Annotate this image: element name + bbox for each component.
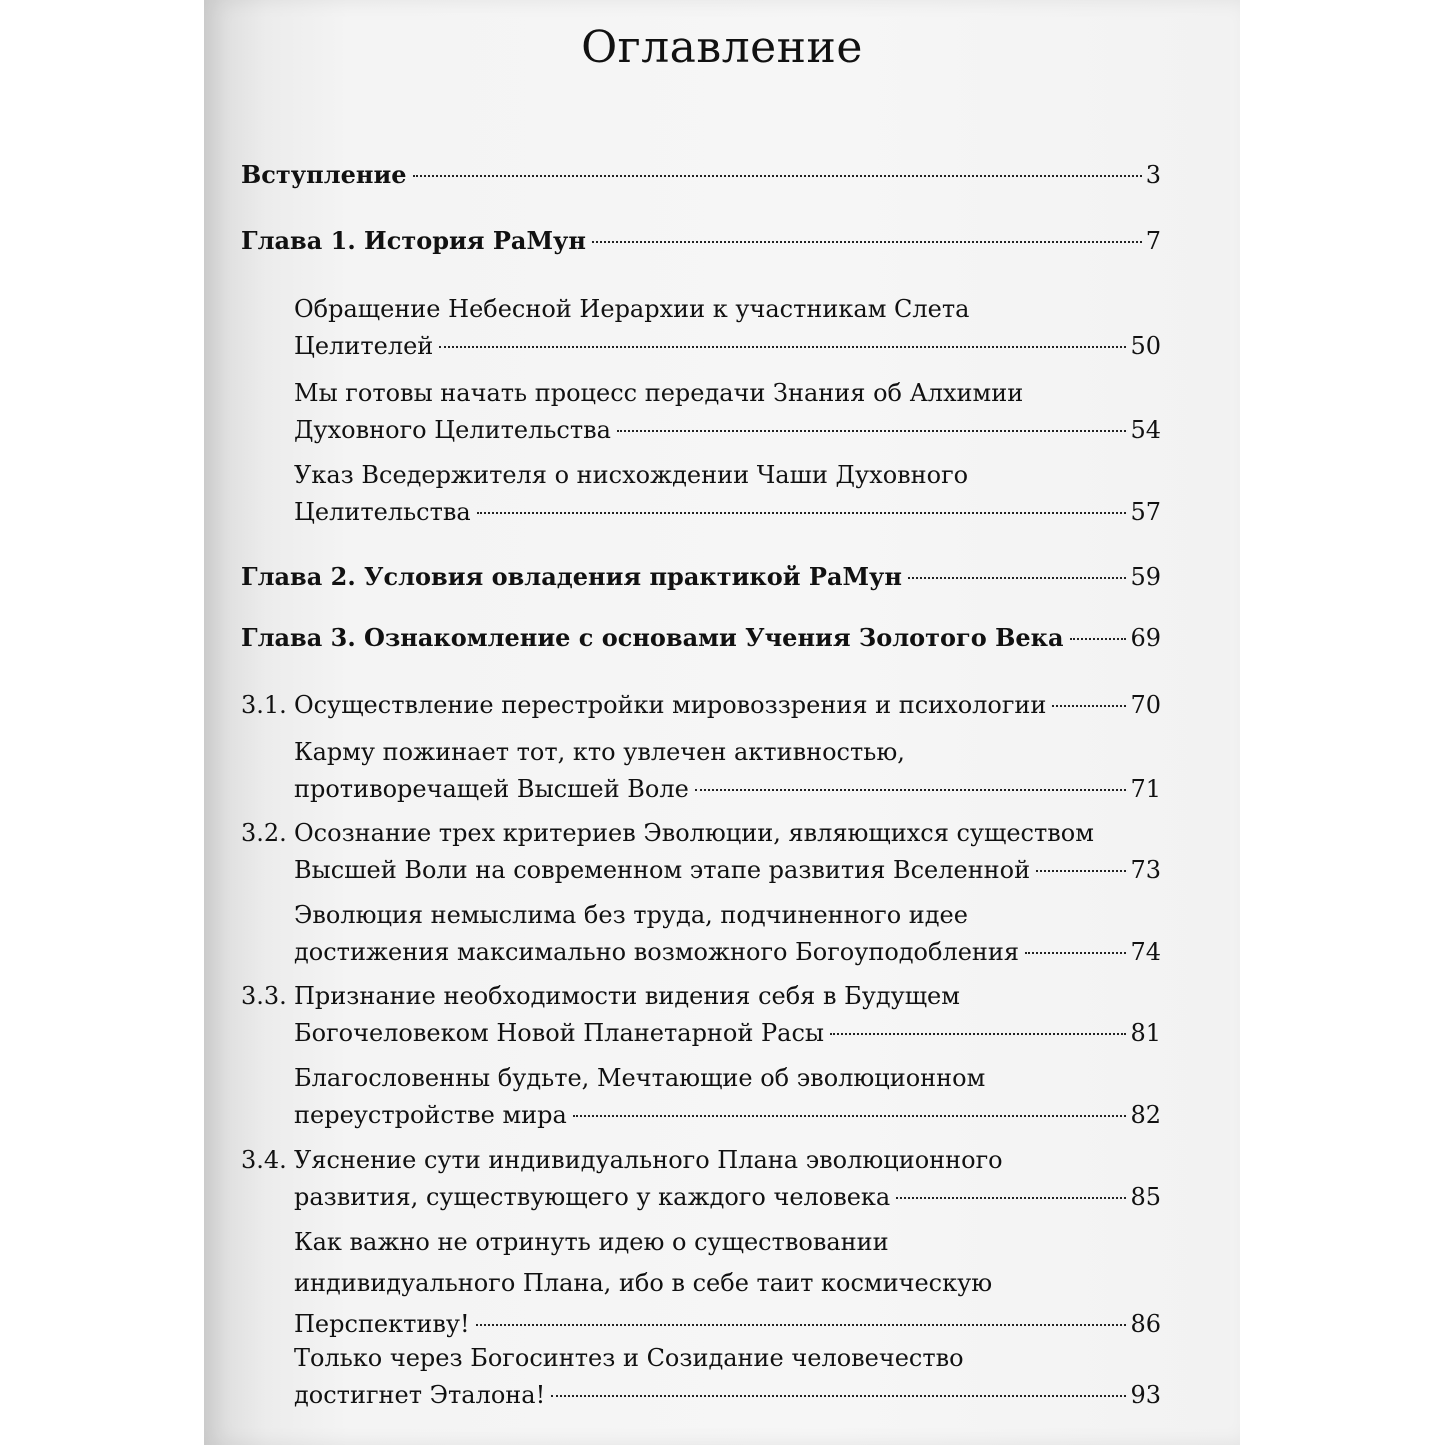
toc-entry-title: Как важно не отринуть идею о существовании: [294, 1228, 889, 1256]
toc-entry-title: Перспективу!: [294, 1310, 470, 1338]
toc-entry-chapter-1: [241, 222, 1161, 260]
toc-entry-section-3-2: [294, 815, 1161, 889]
toc-entry-section-3-4: [294, 1142, 1161, 1216]
dot-leader: [439, 346, 1126, 348]
dot-leader: [551, 1395, 1126, 1397]
toc-entry-title: Уяснение сути индивидуального Плана эволюционного: [294, 1146, 1003, 1174]
toc-entry-title: индивидуального Плана, ибо в себе таит космическую: [294, 1269, 993, 1297]
toc-page-number: 7: [1145, 227, 1161, 255]
toc-entry-ready-to-start: [294, 375, 1161, 449]
toc-entry-title: Обращение Небесной Иерархии к участникам Слета: [294, 295, 970, 323]
toc-page-number: 73: [1130, 856, 1161, 884]
toc-entry-title: Высшей Воли на современном этапе развития Вселенной: [294, 856, 1031, 884]
toc-entry-title: Признание необходимости видения себя в Будущем: [294, 982, 960, 1010]
toc-entry-title: Целительства: [294, 498, 471, 526]
toc-page-number: 71: [1130, 775, 1161, 803]
toc-page-number: 3: [1145, 161, 1161, 189]
toc-entry-section-3-1: [294, 687, 1161, 724]
toc-page-number: 82: [1130, 1101, 1161, 1129]
dot-leader: [477, 512, 1127, 514]
dot-leader: [476, 1324, 1127, 1326]
toc-entry-only-through: [294, 1340, 1161, 1414]
dot-leader: [1052, 705, 1126, 707]
toc-entry-title: Духовного Целительства: [294, 416, 611, 444]
section-number: 3.1.: [241, 691, 287, 719]
dot-leader: [908, 577, 1126, 579]
dot-leader: [413, 175, 1142, 177]
book-page: [204, 0, 1240, 1445]
toc-entry-title: достижения максимально возможного Богоуподобления: [294, 938, 1020, 966]
toc-page-number: 69: [1130, 624, 1161, 652]
toc-entry-title: развития, существующего у каждого человека: [294, 1183, 891, 1211]
toc-page-number: 81: [1130, 1019, 1161, 1047]
toc-page-number: 93: [1130, 1381, 1161, 1409]
dot-leader: [617, 430, 1127, 432]
toc-page-number: 86: [1130, 1310, 1161, 1338]
toc-entry-title: Указ Вседержителя о нисхождении Чаши Духовного: [294, 461, 969, 489]
section-number: 3.4.: [241, 1146, 287, 1174]
toc-entry-chapter-2: [241, 558, 1161, 596]
toc-page-number: 50: [1130, 332, 1161, 360]
section-number: 3.2.: [241, 819, 287, 847]
toc-entry-how-important: [294, 1222, 1161, 1345]
toc-entry-title: Глава 3. Ознакомление с основами Учения Золотого Века: [241, 623, 1064, 652]
toc-entry-title: Глава 2. Условия овладения практикой РаМун: [241, 562, 902, 591]
toc-entry-blessed: [294, 1060, 1161, 1134]
dot-leader: [592, 241, 1142, 243]
toc-entry-title: Благословенны будьте, Мечтающие об эволюционном: [294, 1064, 986, 1092]
toc-entry-title: Мы готовы начать процесс передачи Знания об Алхимии: [294, 379, 1024, 407]
toc-page-number: 85: [1130, 1183, 1161, 1211]
toc-page-number: 57: [1130, 498, 1161, 526]
toc-entry-title: Глава 1. История РаМун: [241, 226, 586, 255]
toc-entry-title: Богочеловеком Новой Планетарной Расы: [294, 1019, 825, 1047]
toc-page-number: 54: [1130, 416, 1161, 444]
toc-entry-title: Осознание трех критериев Эволюции, являющихся существом: [294, 819, 1094, 847]
toc-entry-title: Вступление: [241, 160, 407, 189]
toc-page-number: 59: [1130, 563, 1161, 591]
toc-entry-introduction: [241, 156, 1161, 194]
dot-leader: [1025, 952, 1126, 954]
toc-entry-title: Эволюция немыслима без труда, подчиненного идее: [294, 901, 968, 929]
dot-leader: [1036, 870, 1126, 872]
toc-entry-title: достигнет Эталона!: [294, 1381, 546, 1409]
dot-leader: [573, 1115, 1127, 1117]
toc-entry-karma: [294, 734, 1161, 808]
toc-entry-title: Только через Богосинтез и Созидание человечество: [294, 1344, 964, 1372]
page-title: Оглавление: [581, 22, 863, 73]
dot-leader: [896, 1197, 1126, 1199]
toc-entry-section-3-3: [294, 978, 1161, 1052]
dot-leader: [1070, 638, 1127, 640]
dot-leader: [695, 789, 1127, 791]
toc-entry-title: Осуществление перестройки мировоззрения и психологии: [294, 691, 1047, 719]
toc-entry-decree: [294, 457, 1161, 531]
dot-leader: [830, 1033, 1126, 1035]
toc-entry-title: Целителей: [294, 332, 434, 360]
toc-page-number: 70: [1130, 691, 1161, 719]
toc-page-number: 74: [1130, 938, 1161, 966]
toc-entry-chapter-3: [241, 619, 1161, 657]
toc-entry-title: Карму пожинает тот, кто увлечен активностью,: [294, 738, 905, 766]
toc-entry-title: переустройстве мира: [294, 1101, 567, 1129]
toc-entry-appeal: [294, 291, 1161, 365]
section-number: 3.3.: [241, 982, 287, 1010]
toc-entry-title: противоречащей Высшей Воле: [294, 775, 689, 803]
toc-entry-evolution: [294, 897, 1161, 971]
